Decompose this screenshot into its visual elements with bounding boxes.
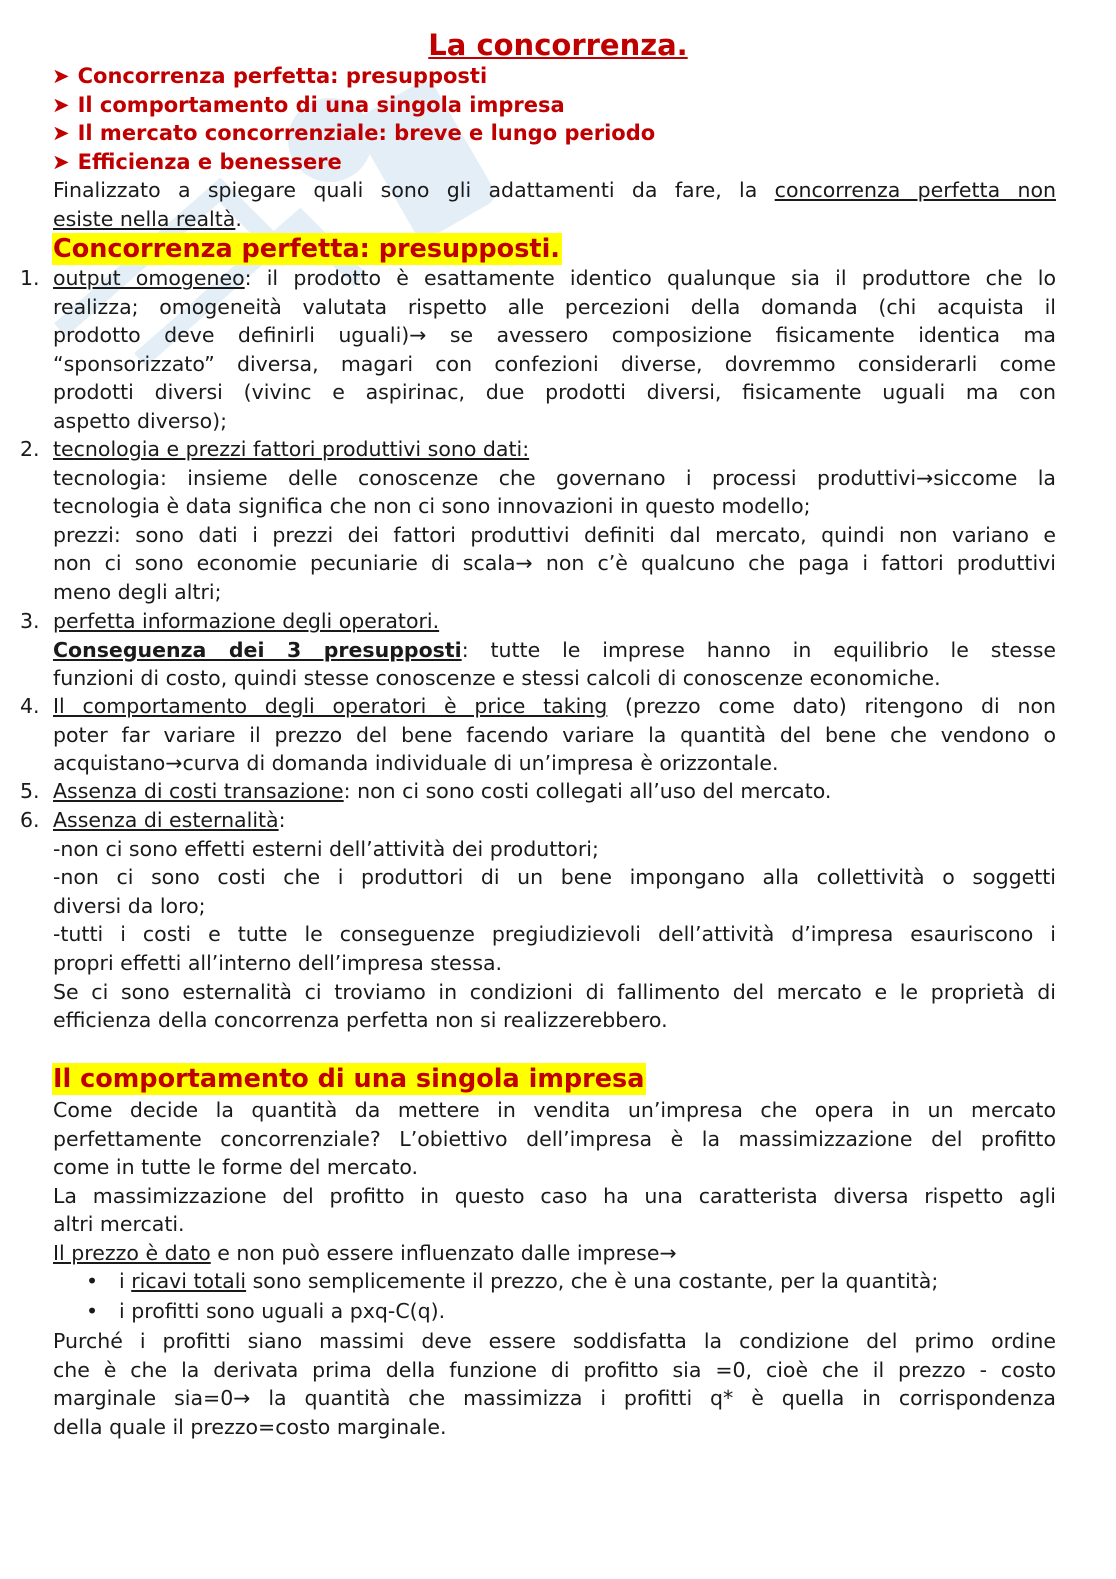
item-text: (prezzo come dato) ritengono di non — [607, 694, 1056, 718]
list-item — [53, 607, 1056, 693]
item-line: tecnologia: insieme delle conoscenze che governano i processi produttivi→siccome la — [53, 465, 1056, 490]
paragraph-line: della quale il prezzo=costo marginale. — [53, 1414, 447, 1439]
paragraph-line: altri mercati. — [53, 1212, 185, 1237]
toc-label: Concorrenza perfetta: presupposti — [77, 64, 488, 88]
paragraph — [53, 1327, 1056, 1441]
toc-item — [52, 91, 655, 120]
arrow-icon: ➤ — [52, 92, 70, 117]
item-text: : — [278, 808, 286, 832]
item-line: diversi da loro; — [53, 893, 206, 918]
list-number: 3. — [20, 609, 40, 633]
bullet-item — [119, 1267, 938, 1296]
toc-label: Efficienza e benessere — [77, 149, 342, 174]
intro-end: . — [235, 206, 242, 231]
toc-label: Il comportamento di una singola impresa — [77, 92, 565, 117]
list-number: 1. — [20, 266, 40, 290]
list-number: 4. — [20, 694, 40, 718]
bullet-icon: • — [86, 1269, 99, 1293]
toc-item — [52, 148, 655, 177]
item-line: Se ci sono esternalità ci troviamo in condizioni di fallimento del mercato e le proprietà di — [53, 979, 1056, 1004]
item-line: funzioni di costo, quindi stesse conoscenze e stessi calcoli di conoscenze economiche. — [53, 666, 941, 691]
item-term: Il comportamento degli operatori è price taking — [53, 694, 608, 718]
item-term: perfetta informazione degli operatori. — [53, 609, 440, 633]
list-item — [53, 777, 1056, 806]
intro-underlined: esiste nella realtà — [53, 206, 236, 231]
toc-label: Il mercato concorrenziale: breve e lungo periodo — [77, 121, 656, 145]
item-line: poter far variare il prezzo del bene facendo variare la quantità del bene che vendono o — [53, 722, 1056, 747]
item-line: efficienza della concorrenza perfetta non si realizzerebbero. — [53, 1008, 668, 1033]
list-item — [53, 806, 1056, 1035]
toc-item — [52, 62, 655, 91]
document-title: La concorrenza. — [428, 28, 688, 62]
paragraph-text: e non può essere influenzato dalle imprese→ — [210, 1240, 677, 1265]
bullet-item: i profitti sono uguali a pxq-C(q). — [119, 1299, 446, 1323]
item-line: -tutti i costi e tutte le conseguenze pregiudizievoli dell’attività d’impresa esauriscono i — [53, 922, 1056, 947]
toc-item — [52, 119, 655, 148]
bullet-text: sono semplicemente il prezzo, che è una costante, per la quantità; — [246, 1269, 939, 1293]
bullet-icon: • — [86, 1299, 99, 1323]
arrow-icon: ➤ — [52, 149, 70, 174]
paragraph-line: Come decide la quantità da mettere in vendita un’impresa che opera in un mercato — [53, 1098, 1056, 1122]
list-item — [53, 435, 1056, 607]
list-item — [53, 264, 1056, 436]
item-line: realizza; omogeneità valutata rispetto alle percezioni della domanda (chi acquista il — [53, 294, 1056, 319]
list-item — [53, 692, 1056, 778]
item-line: prodotti diversi (vivinc e aspirinac, due prodotti diversi, fisicamente uguali ma con — [53, 380, 1056, 405]
arrow-icon: ➤ — [52, 121, 70, 145]
item-bold-term: Conseguenza dei 3 presupposti — [53, 637, 462, 662]
item-line: -non ci sono costi che i produttori di un bene impongano alla collettività o soggetti — [53, 865, 1056, 890]
item-line: propri effetti all’interno dell’impresa stessa. — [53, 950, 503, 975]
paragraph-underlined: Il prezzo è dato — [53, 1240, 211, 1265]
item-line: acquistano→curva di domanda individuale di un’impresa è orizzontale. — [53, 751, 779, 776]
section-heading-text: Il comportamento di una singola impresa — [53, 1064, 645, 1094]
item-line: tecnologia è data significa che non ci sono innovazioni in questo modello; — [53, 494, 811, 519]
list-number: 6. — [20, 808, 40, 832]
paragraph-line: marginale sia=0→ la quantità che massimizza i profitti q* è quella in corrispondenza — [53, 1386, 1056, 1411]
bullet-underlined: ricavi totali — [131, 1269, 247, 1293]
item-line: non ci sono economie pecuniarie di scala→ non c’è qualcuno che paga i fattori produttivi — [53, 551, 1056, 576]
item-line: prezzi: sono dati i prezzi dei fattori produttivi definiti dal mercato, quindi non variano e — [53, 522, 1056, 547]
paragraph-line: La massimizzazione del profitto in questo caso ha una caratterista diversa rispetto agli — [53, 1183, 1056, 1208]
item-line: prodotto deve definirli uguali)→ se avessero composizione fisicamente identica ma — [53, 323, 1056, 348]
bullet-text: i — [119, 1269, 132, 1293]
arrow-icon: ➤ — [52, 64, 70, 88]
item-text: : tutte le imprese hanno in equilibrio le stesse — [461, 637, 1056, 662]
section-heading — [52, 233, 562, 265]
intro-paragraph — [53, 176, 1056, 233]
item-term: tecnologia e prezzi fattori produttivi sono dati: — [53, 437, 530, 461]
paragraph-line: Purché i profitti siano massimi deve essere soddisfatta la condizione del primo ordine — [53, 1329, 1056, 1353]
table-of-contents — [52, 62, 655, 176]
list-number: 5. — [20, 779, 40, 803]
section-heading-text: Concorrenza perfetta: presupposti. — [53, 234, 560, 264]
item-text: : non ci sono costi collegati all’uso del mercato. — [343, 779, 832, 803]
item-term: Assenza di costi transazione — [53, 779, 344, 803]
item-line: “sponsorizzato” diversa, magari con confezioni diverse, dovremmo considerarli come — [53, 351, 1056, 376]
item-term: output omogeneo — [53, 266, 245, 290]
item-term: Assenza di esternalità — [53, 808, 279, 832]
paragraph-line: come in tutte le forme del mercato. — [53, 1155, 419, 1180]
paragraph-line: che è che la derivata prima della funzione di profitto sia =0, cioè che il prezzo - costo — [53, 1357, 1056, 1382]
intro-text: Finalizzato a spiegare quali sono gli adattamenti da fare, la — [53, 178, 775, 202]
item-line: meno degli altri; — [53, 579, 222, 604]
paragraph — [53, 1096, 1056, 1268]
section-heading — [52, 1063, 646, 1095]
item-line: aspetto diverso); — [53, 408, 228, 433]
paragraph-line: perfettamente concorrenziale? L’obiettivo dell’impresa è la massimizzazione del profitto — [53, 1126, 1056, 1151]
item-line: -non ci sono effetti esterni dell’attività dei produttori; — [53, 836, 599, 861]
list-number: 2. — [20, 437, 40, 461]
item-text: : il prodotto è esattamente identico qualunque sia il produttore che lo — [244, 266, 1056, 290]
intro-underlined: concorrenza perfetta non — [774, 178, 1056, 202]
